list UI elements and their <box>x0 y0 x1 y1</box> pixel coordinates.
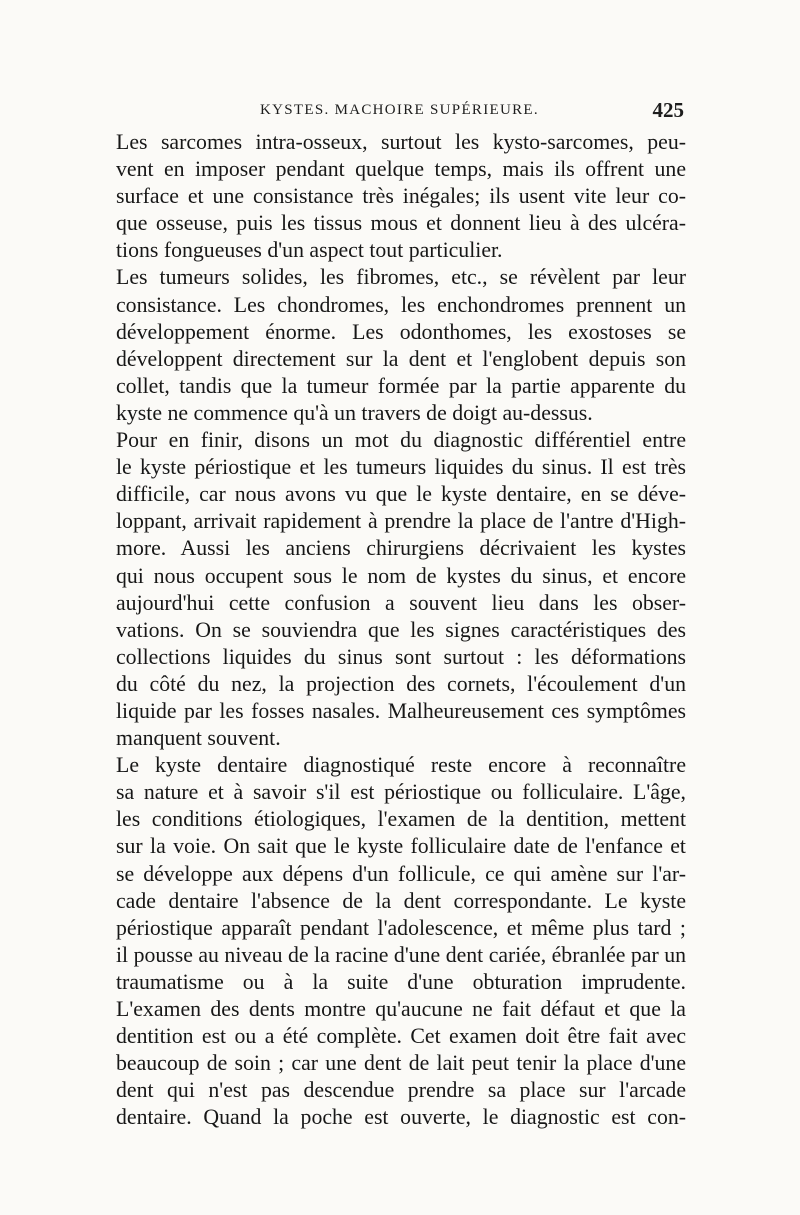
text-line: du côté du nez, la projection des cornets, l'écoulement d'un <box>116 671 686 696</box>
text-line: vent en imposer pendant quelque temps, mais ils offrent une <box>116 157 686 182</box>
text-line: cade dentaire l'absence de la dent correspondante. Le kyste <box>116 888 686 913</box>
text-line: dentition est ou a été complète. Cet examen doit être fait avec <box>116 1024 686 1049</box>
text-line: tions fongueuses d'un aspect tout particulier. <box>116 238 503 263</box>
running-title: KYSTES. MACHOIRE SUPÉRIEURE. <box>260 102 539 118</box>
text-line: développent directement sur la dent et l'englobent depuis son <box>116 346 686 371</box>
page-header <box>118 98 684 124</box>
text-line: dent qui n'est pas descendue prendre sa place sur l'arcade <box>116 1078 686 1103</box>
text-line: que osseuse, puis les tissus mous et donnent lieu à des ulcéra- <box>116 211 686 236</box>
text-line: aujourd'hui cette confusion a souvent lieu dans les obser- <box>116 590 686 615</box>
text-line: les conditions étiologiques, l'examen de la dentition, mettent <box>116 807 686 832</box>
text-line: kyste ne commence qu'à un travers de doigt au-dessus. <box>116 400 593 425</box>
text-line: difficile, car nous avons vu que le kyste dentaire, en se déve- <box>116 482 686 507</box>
text-line: Pour en finir, disons un mot du diagnostic différentiel entre <box>116 428 686 453</box>
text-line: Les tumeurs solides, les fibromes, etc., se révèlent par leur <box>116 265 686 290</box>
text-line: traumatisme ou à la suite d'une obturation imprudente. <box>116 969 686 994</box>
body-text <box>116 129 686 1131</box>
text-line: more. Aussi les anciens chirurgiens décrivaient les kystes <box>116 536 686 561</box>
text-line: périostique apparaît pendant l'adolescence, et même plus tard ; <box>116 915 686 940</box>
text-line: L'examen des dents montre qu'aucune ne fait défaut et que la <box>116 997 686 1021</box>
text-line: liquide par les fosses nasales. Malheureusement ces symptômes <box>116 698 686 723</box>
text-line: se développe aux dépens d'un follicule, ce qui amène sur l'ar- <box>116 861 686 886</box>
text-line: consistance. Les chondromes, les enchondromes prennent un <box>116 292 686 317</box>
text-line: dentaire. Quand la poche est ouverte, le diagnostic est con- <box>116 1105 686 1130</box>
page-number: 425 <box>652 98 684 122</box>
text-line: Les sarcomes intra-osseux, surtout les kysto-sarcomes, peu- <box>116 130 686 154</box>
text-line: qui nous occupent sous le nom de kystes du sinus, et encore <box>116 563 686 588</box>
text-line: développement énorme. Les odonthomes, les exostoses se <box>116 319 686 344</box>
text-line: beaucoup de soin ; car une dent de lait peut tenir la place d'une <box>116 1051 686 1076</box>
text-line: surface et une consistance très inégales; ils usent vite leur co- <box>116 184 686 209</box>
text-line: il pousse au niveau de la racine d'une dent cariée, ébranlée par un <box>116 942 686 967</box>
text-line: collet, tandis que la tumeur formée par la partie apparente du <box>116 373 686 398</box>
text-line: Le kyste dentaire diagnostiqué reste encore à reconnaître <box>116 753 686 778</box>
text-line: vations. On se souviendra que les signes caractéristiques des <box>116 617 686 642</box>
text-line: sa nature et à savoir s'il est périostique ou folliculaire. L'âge, <box>116 780 686 805</box>
text-line: sur la voie. On sait que le kyste folliculaire date de l'enfance et <box>116 834 686 859</box>
text-line: manquent souvent. <box>116 726 281 751</box>
text-line: loppant, arrivait rapidement à prendre la place de l'antre d'High- <box>116 509 686 534</box>
text-line: collections liquides du sinus sont surtout : les déformations <box>116 644 686 669</box>
text-line: le kyste périostique et les tumeurs liquides du sinus. Il est très <box>116 455 686 480</box>
